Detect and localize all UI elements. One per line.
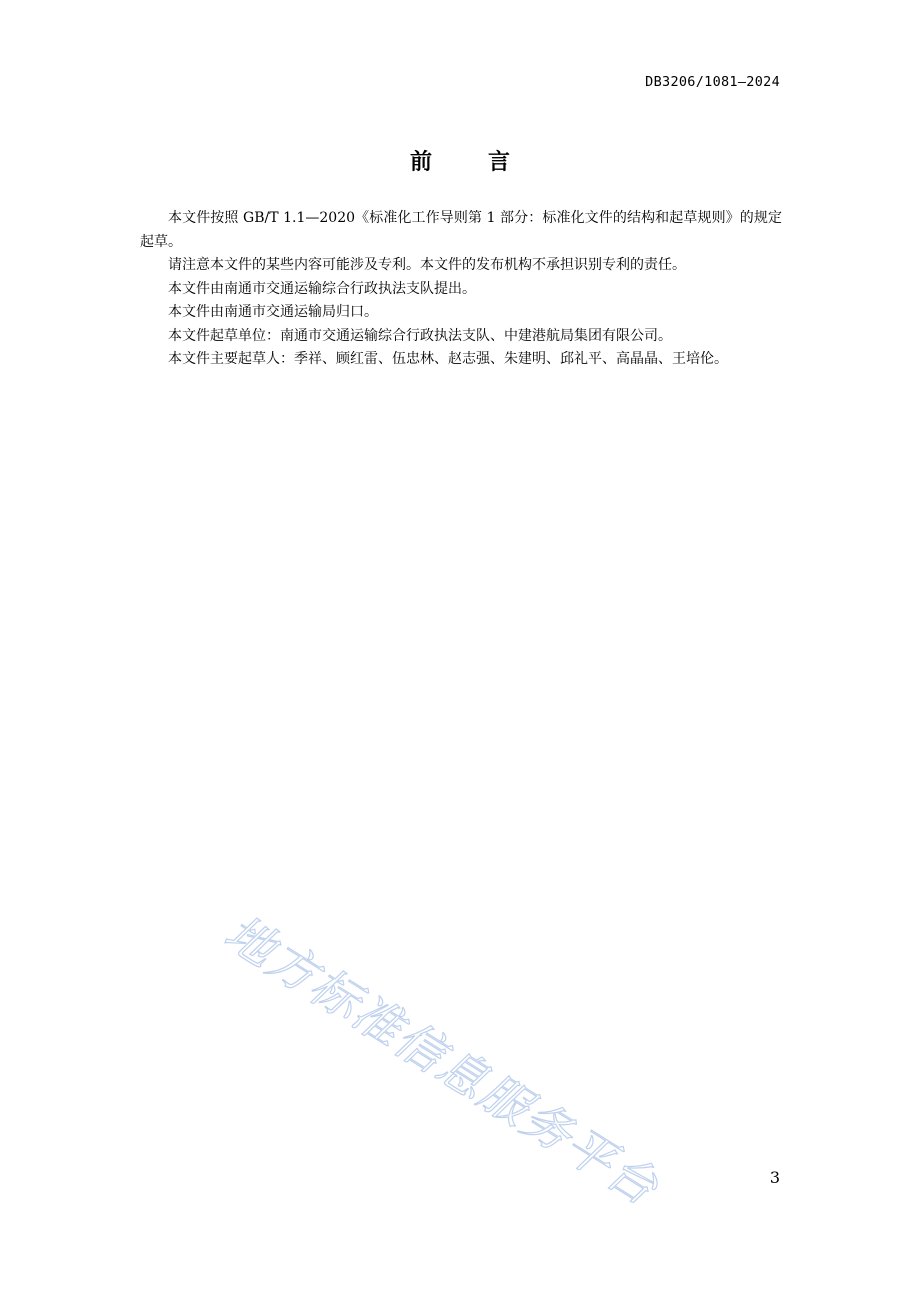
page-title: 前言: [409, 150, 566, 175]
watermark: 地方标准信息服务平台: [214, 904, 669, 1218]
paragraph-drafters: 本文件主要起草人：季祥、顾红雷、伍忠林、赵志强、朱建明、邱礼平、高晶晶、王培伦。: [168, 351, 728, 367]
paragraph-drafting-rules: 本文件按照 GB/T 1.1—2020《标准化工作导则第 1 部分：标准化文件的结构和起草规则》的规定起草。: [140, 210, 782, 250]
paragraph-drafting-units: 本文件起草单位：南通市交通运输综合行政执法支队、中建港航局集团有限公司。: [168, 327, 672, 344]
paragraph-proposer: 本文件由南通市交通运输综合行政执法支队提出。: [168, 280, 476, 297]
paragraph-centralized-management: 本文件由南通市交通运输局归口。: [168, 304, 378, 320]
page-number: 3: [769, 1168, 780, 1187]
paragraph-patent-notice: 请注意本文件的某些内容可能涉及专利。本文件的发布机构不承担识别专利的责任。: [168, 257, 686, 273]
document-code: DB3206/1081—2024: [645, 74, 780, 90]
foreword-body: [140, 207, 782, 372]
